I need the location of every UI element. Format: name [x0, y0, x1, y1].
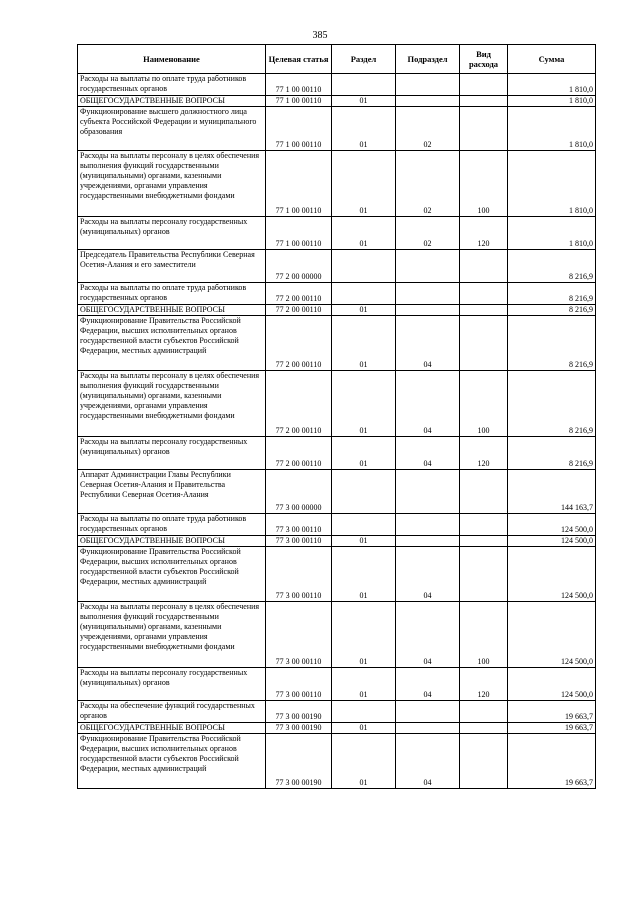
row-expense-type	[460, 734, 508, 789]
row-section: 01	[332, 96, 396, 107]
row-name: ОБЩЕГОСУДАРСТВЕННЫЕ ВОПРОСЫ	[78, 305, 266, 316]
row-section: 01	[332, 305, 396, 316]
row-subsection: 02	[396, 151, 460, 217]
table-row	[78, 547, 596, 602]
row-code: 77 1 00 00110	[266, 217, 332, 250]
row-expense-type: 120	[460, 668, 508, 701]
table-row	[78, 283, 596, 305]
row-name: Аппарат Администрации Главы Республики Северная Осетия-Алания и Правительства Республики Северная Осетия-Алания	[78, 470, 266, 514]
row-code: 77 1 00 00110	[266, 107, 332, 151]
row-section: 01	[332, 536, 396, 547]
row-section: 01	[332, 668, 396, 701]
row-section	[332, 250, 396, 283]
row-expense-type	[460, 74, 508, 96]
table-row	[78, 514, 596, 536]
table-row	[78, 96, 596, 107]
row-expense-type: 100	[460, 371, 508, 437]
row-name: Функционирование Правительства Российской Федерации, высших исполнительных органов государственной власти субъектов Российской Федерации, местных администраций	[78, 734, 266, 789]
row-code: 77 3 00 00000	[266, 470, 332, 514]
row-name: Расходы на выплаты по оплате труда работников государственных органов	[78, 283, 266, 305]
row-expense-type	[460, 536, 508, 547]
header-section: Раздел	[332, 45, 396, 74]
row-subsection	[396, 305, 460, 316]
row-code: 77 2 00 00000	[266, 250, 332, 283]
row-expense-type	[460, 107, 508, 151]
row-code: 77 1 00 00110	[266, 74, 332, 96]
header-amount: Сумма	[508, 45, 596, 74]
row-code: 77 3 00 00110	[266, 536, 332, 547]
row-amount: 1 810,0	[508, 107, 596, 151]
row-name: ОБЩЕГОСУДАРСТВЕННЫЕ ВОПРОСЫ	[78, 723, 266, 734]
row-subsection: 04	[396, 602, 460, 668]
table-header-row	[78, 45, 596, 74]
row-subsection: 02	[396, 107, 460, 151]
row-amount: 124 500,0	[508, 668, 596, 701]
header-expense-type: Вид расхода	[460, 45, 508, 74]
table-row	[78, 536, 596, 547]
row-subsection	[396, 470, 460, 514]
row-subsection	[396, 536, 460, 547]
row-code: 77 1 00 00110	[266, 151, 332, 217]
row-amount: 124 500,0	[508, 536, 596, 547]
row-name: Расходы на выплаты персоналу в целях обеспечения выполнения функций государственными (муниципальными) органами, казенными учреждениями, органами управления государственными внебюджетными фондами	[78, 602, 266, 668]
table-row	[78, 74, 596, 96]
row-amount: 144 163,7	[508, 470, 596, 514]
row-section	[332, 701, 396, 723]
row-subsection	[396, 96, 460, 107]
row-section: 01	[332, 437, 396, 470]
table-row	[78, 723, 596, 734]
row-amount: 124 500,0	[508, 602, 596, 668]
row-amount: 19 663,7	[508, 734, 596, 789]
budget-table	[77, 44, 596, 789]
header-name: Наименование	[78, 45, 266, 74]
row-subsection	[396, 514, 460, 536]
header-subsection: Подраздел	[396, 45, 460, 74]
row-section: 01	[332, 316, 396, 371]
row-code: 77 2 00 00110	[266, 316, 332, 371]
row-expense-type: 120	[460, 217, 508, 250]
row-expense-type	[460, 701, 508, 723]
row-code: 77 2 00 00110	[266, 437, 332, 470]
table-row	[78, 734, 596, 789]
row-amount: 1 810,0	[508, 217, 596, 250]
row-expense-type	[460, 514, 508, 536]
row-amount: 8 216,9	[508, 371, 596, 437]
row-name: Расходы на выплаты персоналу государственных (муниципальных) органов	[78, 437, 266, 470]
row-amount: 8 216,9	[508, 437, 596, 470]
table-row	[78, 250, 596, 283]
row-name: Расходы на выплаты персоналу в целях обеспечения выполнения функций государственными (муниципальными) органами, казенными учреждениями, органами управления государственными внебюджетными фондами	[78, 371, 266, 437]
row-section	[332, 470, 396, 514]
row-section: 01	[332, 547, 396, 602]
row-amount: 124 500,0	[508, 547, 596, 602]
row-section	[332, 74, 396, 96]
page-number: 385	[312, 30, 328, 41]
row-amount: 1 810,0	[508, 151, 596, 217]
row-name: Расходы на выплаты персоналу в целях обеспечения выполнения функций государственными (муниципальными) органами, казенными учреждениями, органами управления государственными внебюджетными фондами	[78, 151, 266, 217]
row-expense-type: 100	[460, 151, 508, 217]
row-section: 01	[332, 734, 396, 789]
row-name: ОБЩЕГОСУДАРСТВЕННЫЕ ВОПРОСЫ	[78, 96, 266, 107]
row-section: 01	[332, 107, 396, 151]
row-name: Функционирование Правительства Российской Федерации, высших исполнительных органов государственной власти субъектов Российской Федерации, местных администраций	[78, 316, 266, 371]
row-subsection	[396, 701, 460, 723]
row-code: 77 2 00 00110	[266, 305, 332, 316]
table-row	[78, 151, 596, 217]
row-subsection: 04	[396, 547, 460, 602]
table-row	[78, 371, 596, 437]
table-row	[78, 668, 596, 701]
table-row	[78, 701, 596, 723]
table-row	[78, 316, 596, 371]
header-code: Целевая статья	[266, 45, 332, 74]
table-row	[78, 437, 596, 470]
row-name: Функционирование Правительства Российской Федерации, высших исполнительных органов государственной власти субъектов Российской Федерации, местных администраций	[78, 547, 266, 602]
row-code: 77 3 00 00110	[266, 668, 332, 701]
row-expense-type	[460, 723, 508, 734]
table-row	[78, 470, 596, 514]
row-subsection	[396, 283, 460, 305]
row-expense-type	[460, 250, 508, 283]
row-section: 01	[332, 217, 396, 250]
row-name: Расходы на выплаты по оплате труда работников государственных органов	[78, 514, 266, 536]
row-name: Расходы на обеспечение функций государственных органов	[78, 701, 266, 723]
row-expense-type: 120	[460, 437, 508, 470]
row-subsection: 04	[396, 371, 460, 437]
row-amount: 19 663,7	[508, 701, 596, 723]
row-amount: 124 500,0	[508, 514, 596, 536]
row-name: ОБЩЕГОСУДАРСТВЕННЫЕ ВОПРОСЫ	[78, 536, 266, 547]
row-expense-type	[460, 305, 508, 316]
row-name: Председатель Правительства Республики Северная Осетия-Алания и его заместители	[78, 250, 266, 283]
row-name: Расходы на выплаты персоналу государственных (муниципальных) органов	[78, 668, 266, 701]
row-code: 77 3 00 00110	[266, 547, 332, 602]
row-name: Функционирование высшего должностного лица субъекта Российской Федерации и муниципального образования	[78, 107, 266, 151]
row-subsection: 02	[396, 217, 460, 250]
row-subsection: 04	[396, 437, 460, 470]
table-row	[78, 217, 596, 250]
row-section: 01	[332, 151, 396, 217]
row-expense-type	[460, 316, 508, 371]
table-row	[78, 107, 596, 151]
row-code: 77 3 00 00110	[266, 514, 332, 536]
row-code: 77 1 00 00110	[266, 96, 332, 107]
row-name: Расходы на выплаты по оплате труда работников государственных органов	[78, 74, 266, 96]
row-expense-type: 100	[460, 602, 508, 668]
row-expense-type	[460, 96, 508, 107]
row-section	[332, 514, 396, 536]
row-amount: 8 216,9	[508, 316, 596, 371]
row-section	[332, 283, 396, 305]
row-amount: 1 810,0	[508, 96, 596, 107]
row-expense-type	[460, 547, 508, 602]
row-subsection	[396, 723, 460, 734]
row-code: 77 3 00 00190	[266, 734, 332, 789]
row-code: 77 2 00 00110	[266, 283, 332, 305]
row-section: 01	[332, 371, 396, 437]
row-expense-type	[460, 470, 508, 514]
row-amount: 19 663,7	[508, 723, 596, 734]
row-amount: 8 216,9	[508, 283, 596, 305]
row-amount: 8 216,9	[508, 250, 596, 283]
table-row	[78, 602, 596, 668]
table-row	[78, 305, 596, 316]
row-code: 77 3 00 00190	[266, 701, 332, 723]
row-expense-type	[460, 283, 508, 305]
row-code: 77 2 00 00110	[266, 371, 332, 437]
row-code: 77 3 00 00110	[266, 602, 332, 668]
row-name: Расходы на выплаты персоналу государственных (муниципальных) органов	[78, 217, 266, 250]
row-amount: 1 810,0	[508, 74, 596, 96]
row-amount: 8 216,9	[508, 305, 596, 316]
row-subsection: 04	[396, 668, 460, 701]
row-subsection: 04	[396, 734, 460, 789]
row-section: 01	[332, 602, 396, 668]
row-subsection: 04	[396, 316, 460, 371]
row-subsection	[396, 250, 460, 283]
row-section: 01	[332, 723, 396, 734]
row-subsection	[396, 74, 460, 96]
row-code: 77 3 00 00190	[266, 723, 332, 734]
